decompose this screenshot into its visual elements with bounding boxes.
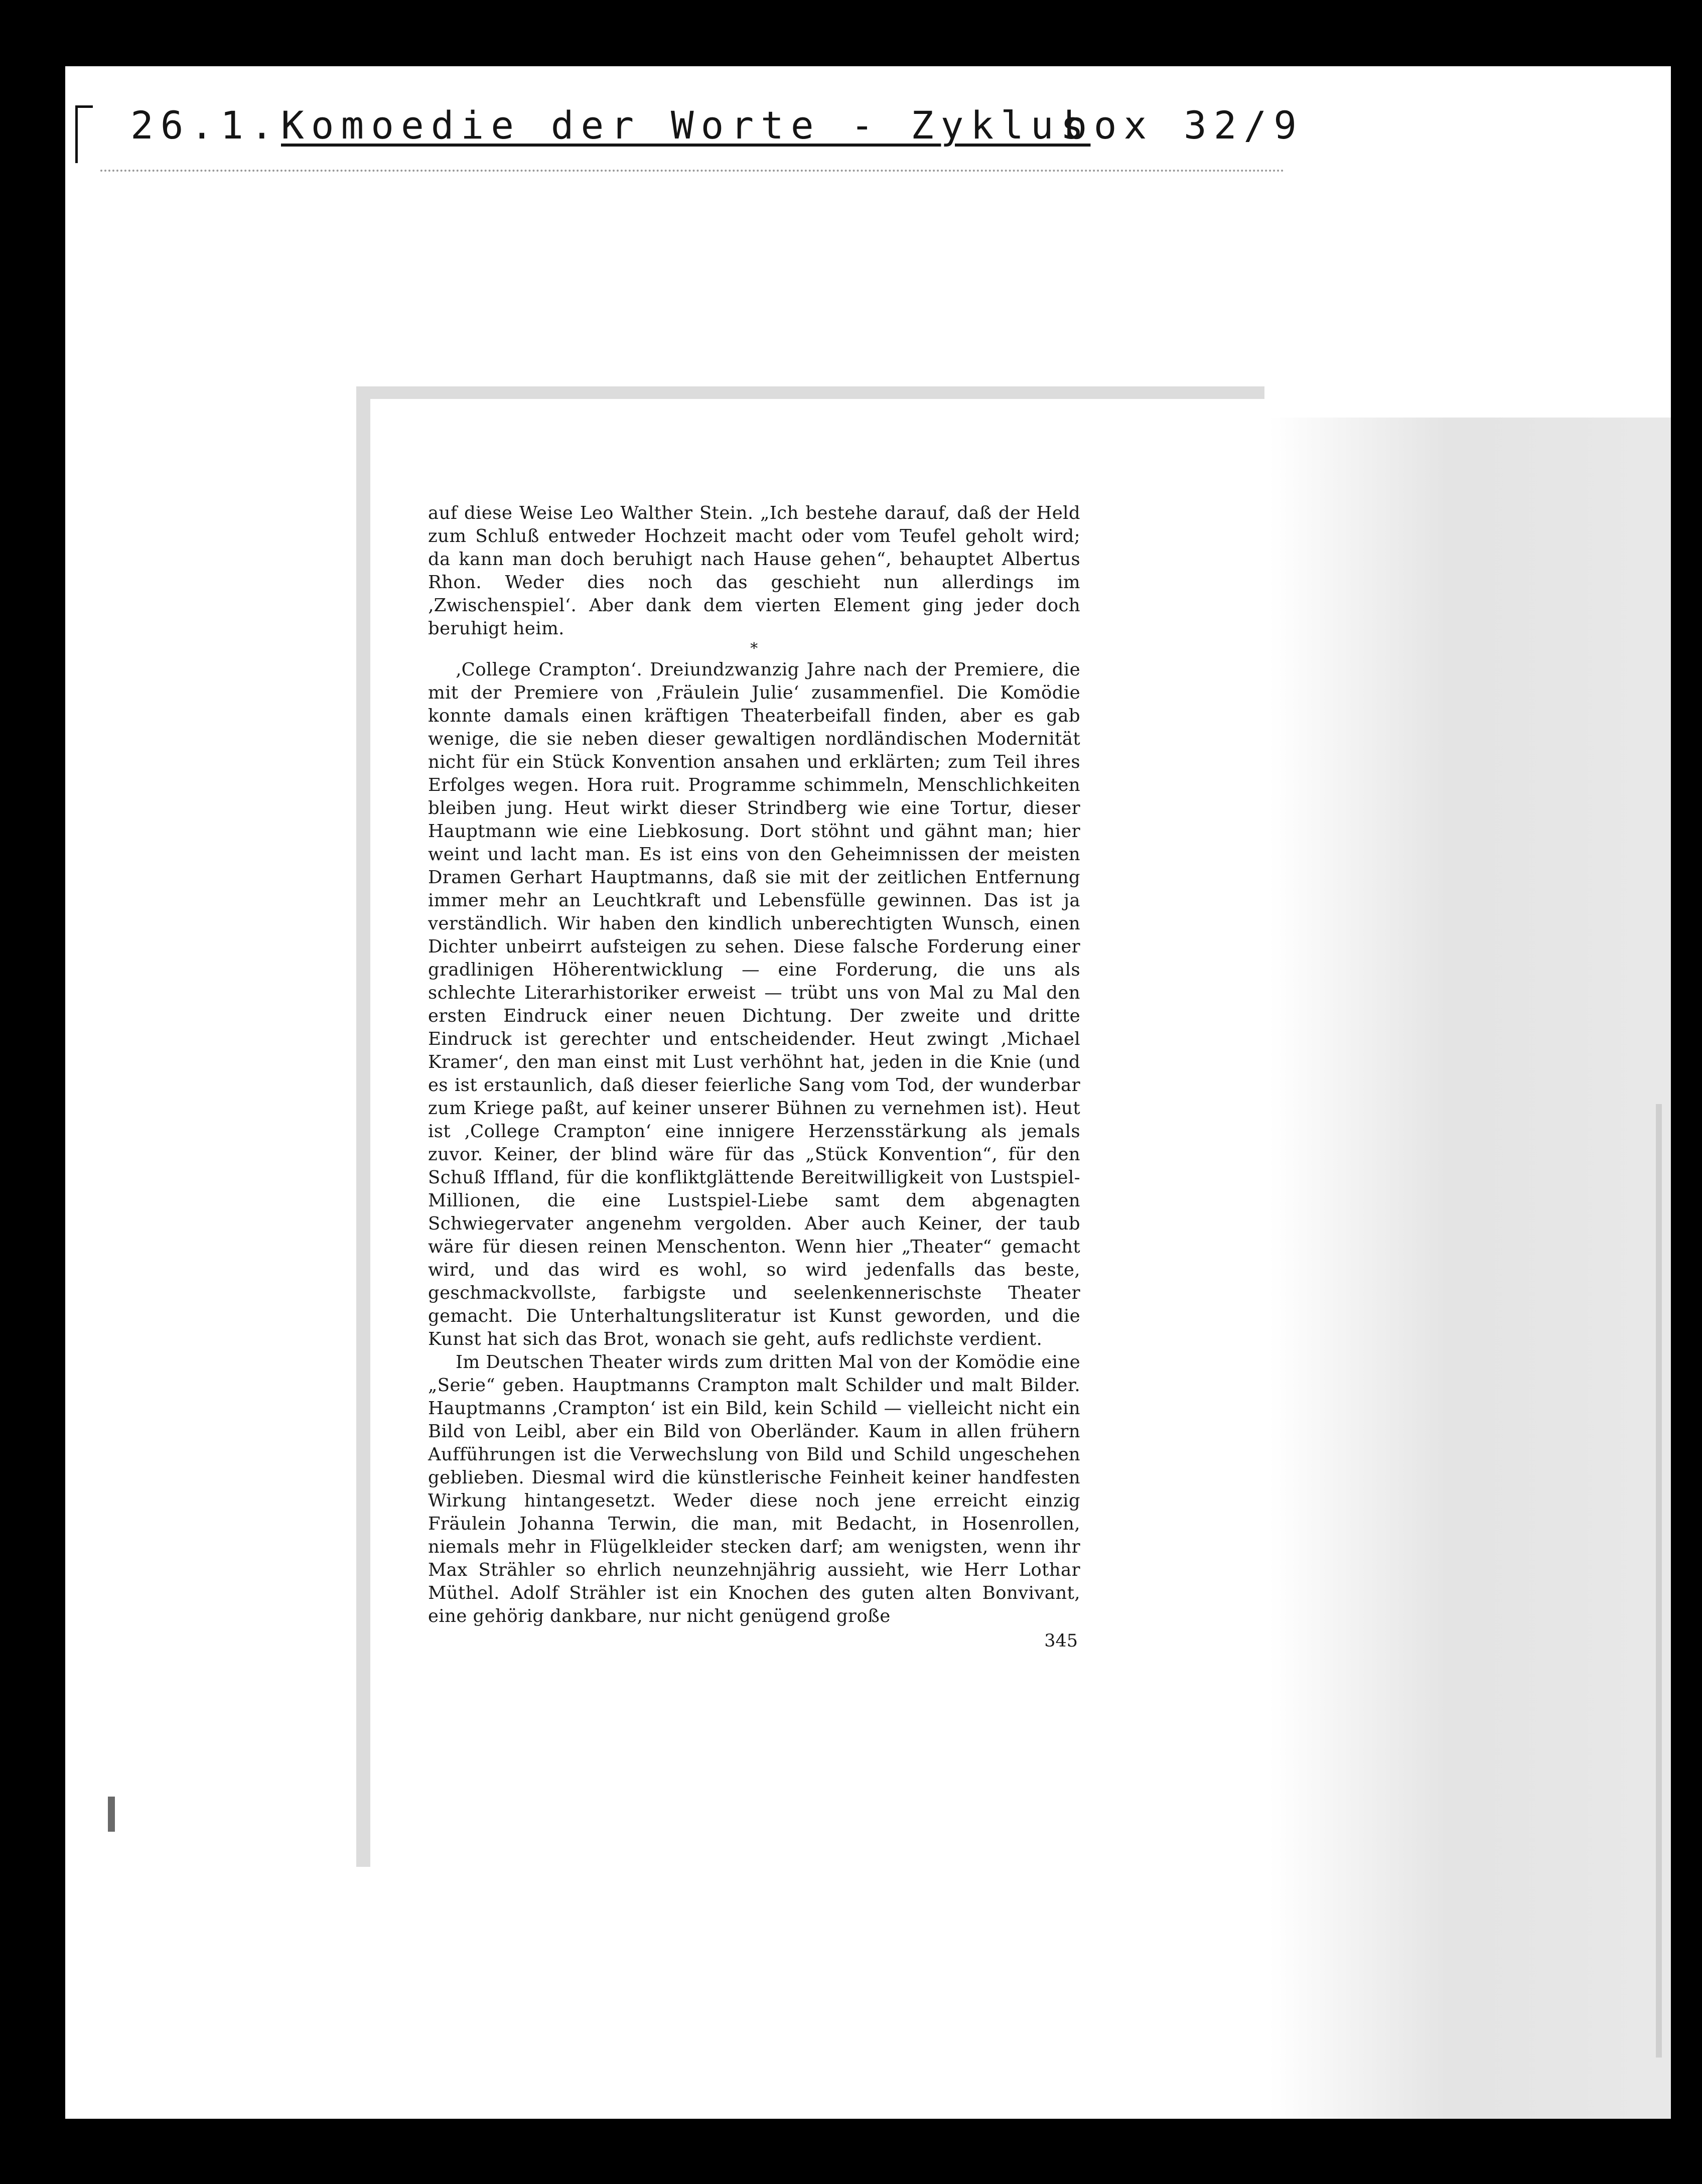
film-edge-mark	[108, 1797, 115, 1832]
card-shading	[1269, 418, 1671, 2119]
corner-bracket-mark	[75, 105, 93, 163]
paragraph-1: auf diese Weise Leo Walther Stein. „Ich bestehe darauf, daß der Held zum Schluß entweder Hochzeit macht oder vom Teufel geholt wird; da kann man doch beruhigt nach Hause gehen“, behauptet Albertus Rhon. Weder dies noch das geschieht nun allerdings im ‚Zwischenspiel‘. Aber dank dem vierten Element ging jeder doch beruhigt heim.	[428, 503, 1080, 639]
paragraph-3: Im Deutschen Theater wirds zum dritten Mal von der Komödie eine „Serie“ geben. Hauptmanns Crampton malt Schilder und malt Bilder. Hauptmanns ‚Crampton‘ ist ein Bild, kein Schild — vielleicht nicht ein Bild von Leibl, aber ein Bild von Oberländer. Kaum in allen frühern Aufführungen ist die Verwechslung von Bild und Schild ungeschehen geblieben. Diesmal wird die künstlerische Feinheit keiner handfesten Wirkung hintangesetzt. Weder diese noch jene erreicht einzig Fräulein Johanna Terwin, die man, mit Bedacht, in Hosenrollen, niemals mehr in Flügelkleider stecken darf; am wenigsten, wenn ihr Max Strähler so ehrlich neunzehnjährig aussieht, wie Herr Lothar Müthel. Adolf Strähler ist ein Knochen des guten alten Bonvivant, eine gehörig dankbare, nur nicht genügend große	[428, 1352, 1080, 1626]
paragraph-2: ‚College Crampton‘. Dreiundzwanzig Jahre nach der Premiere, die mit der Premiere von ‚Fräulein Julie‘ zusammenfiel. Die Komödie konnte damals einen kräftigen Theaterbeifall finden, aber es gab wenige, die sie neben dieser gewaltigen nordländischen Modernität nicht für ein Stück Konvention ansahen und erklärten; zum Teil ihres Erfolges wegen. Hora ruit. Programme schimmeln, Menschlichkeiten bleiben jung. Heut wirkt dieser Strindberg wie eine Tortur, dieser Hauptmann wie eine Liebkosung. Dort stöhnt und gähnt man; hier weint und lacht man. Es ist eins von den Geheimnissen der meisten Dramen Gerhart Hauptmanns, daß sie mit der zeitlichen Entfernung immer mehr an Leuchtkraft und Lebensfülle gewinnen. Das ist ja verständlich. Wir haben den kindlich unberechtigten Wunsch, einen Dichter unbeirrt aufsteigen zu sehen. Diese falsche Forderung einer gradlinigen Höherentwicklung — eine Forderung, die uns als schlechte Literarhistoriker erweist — trübt uns von Mal zu Mal den ersten Eindruck einer neuen Dichtung. Der zweite und dritte Eindruck ist gerechter und entscheidender. Heut zwingt ‚Michael Kramer‘, den man einst mit Lust verhöhnt hat, jeden in die Knie (und es ist erstaunlich, daß dieser feierliche Sang vom Tod, der wunderbar zum Kriege paßt, auf keiner unserer Bühnen zu vernehmen ist). Heut ist ‚College Crampton‘ eine innigere Herzensstärkung als jemals zuvor. Keiner, der blind wäre für das „Stück Konvention“, für den Schuß Iffland, für die konfliktglättende Bereitwilligkeit von Lustspiel-Millionen, die eine Lustspiel-Liebe samt dem abgenagten Schwiegervater angenehm vergolden. Aber auch Keiner, der taub wäre für diesen reinen Menschenton. Wenn hier „Theater“ gemacht wird, und das wird es wohl, so wird jedenfalls das beste, geschmackvollste, farbigste und seelenkennerischste Theater gemacht. Die Unterhaltungsliteratur ist Kunst geworden, und die Kunst hat sich das Brot, wonach sie geht, aufs redlichste verdient.	[428, 659, 1080, 1349]
header-box-number: box 32/9	[1064, 103, 1304, 148]
newspaper-clipping	[370, 399, 1268, 1869]
header-dotted-rule	[100, 170, 1285, 172]
card-edge-strip	[1656, 1104, 1662, 2058]
article-text	[428, 502, 1080, 1628]
page-number: 345	[1044, 1631, 1078, 1651]
archive-header	[130, 103, 1304, 158]
section-divider: *	[750, 640, 758, 657]
header-title: Komoedie der Worte - Zyklus	[281, 103, 1091, 148]
header-number: 26.1.	[130, 103, 280, 148]
